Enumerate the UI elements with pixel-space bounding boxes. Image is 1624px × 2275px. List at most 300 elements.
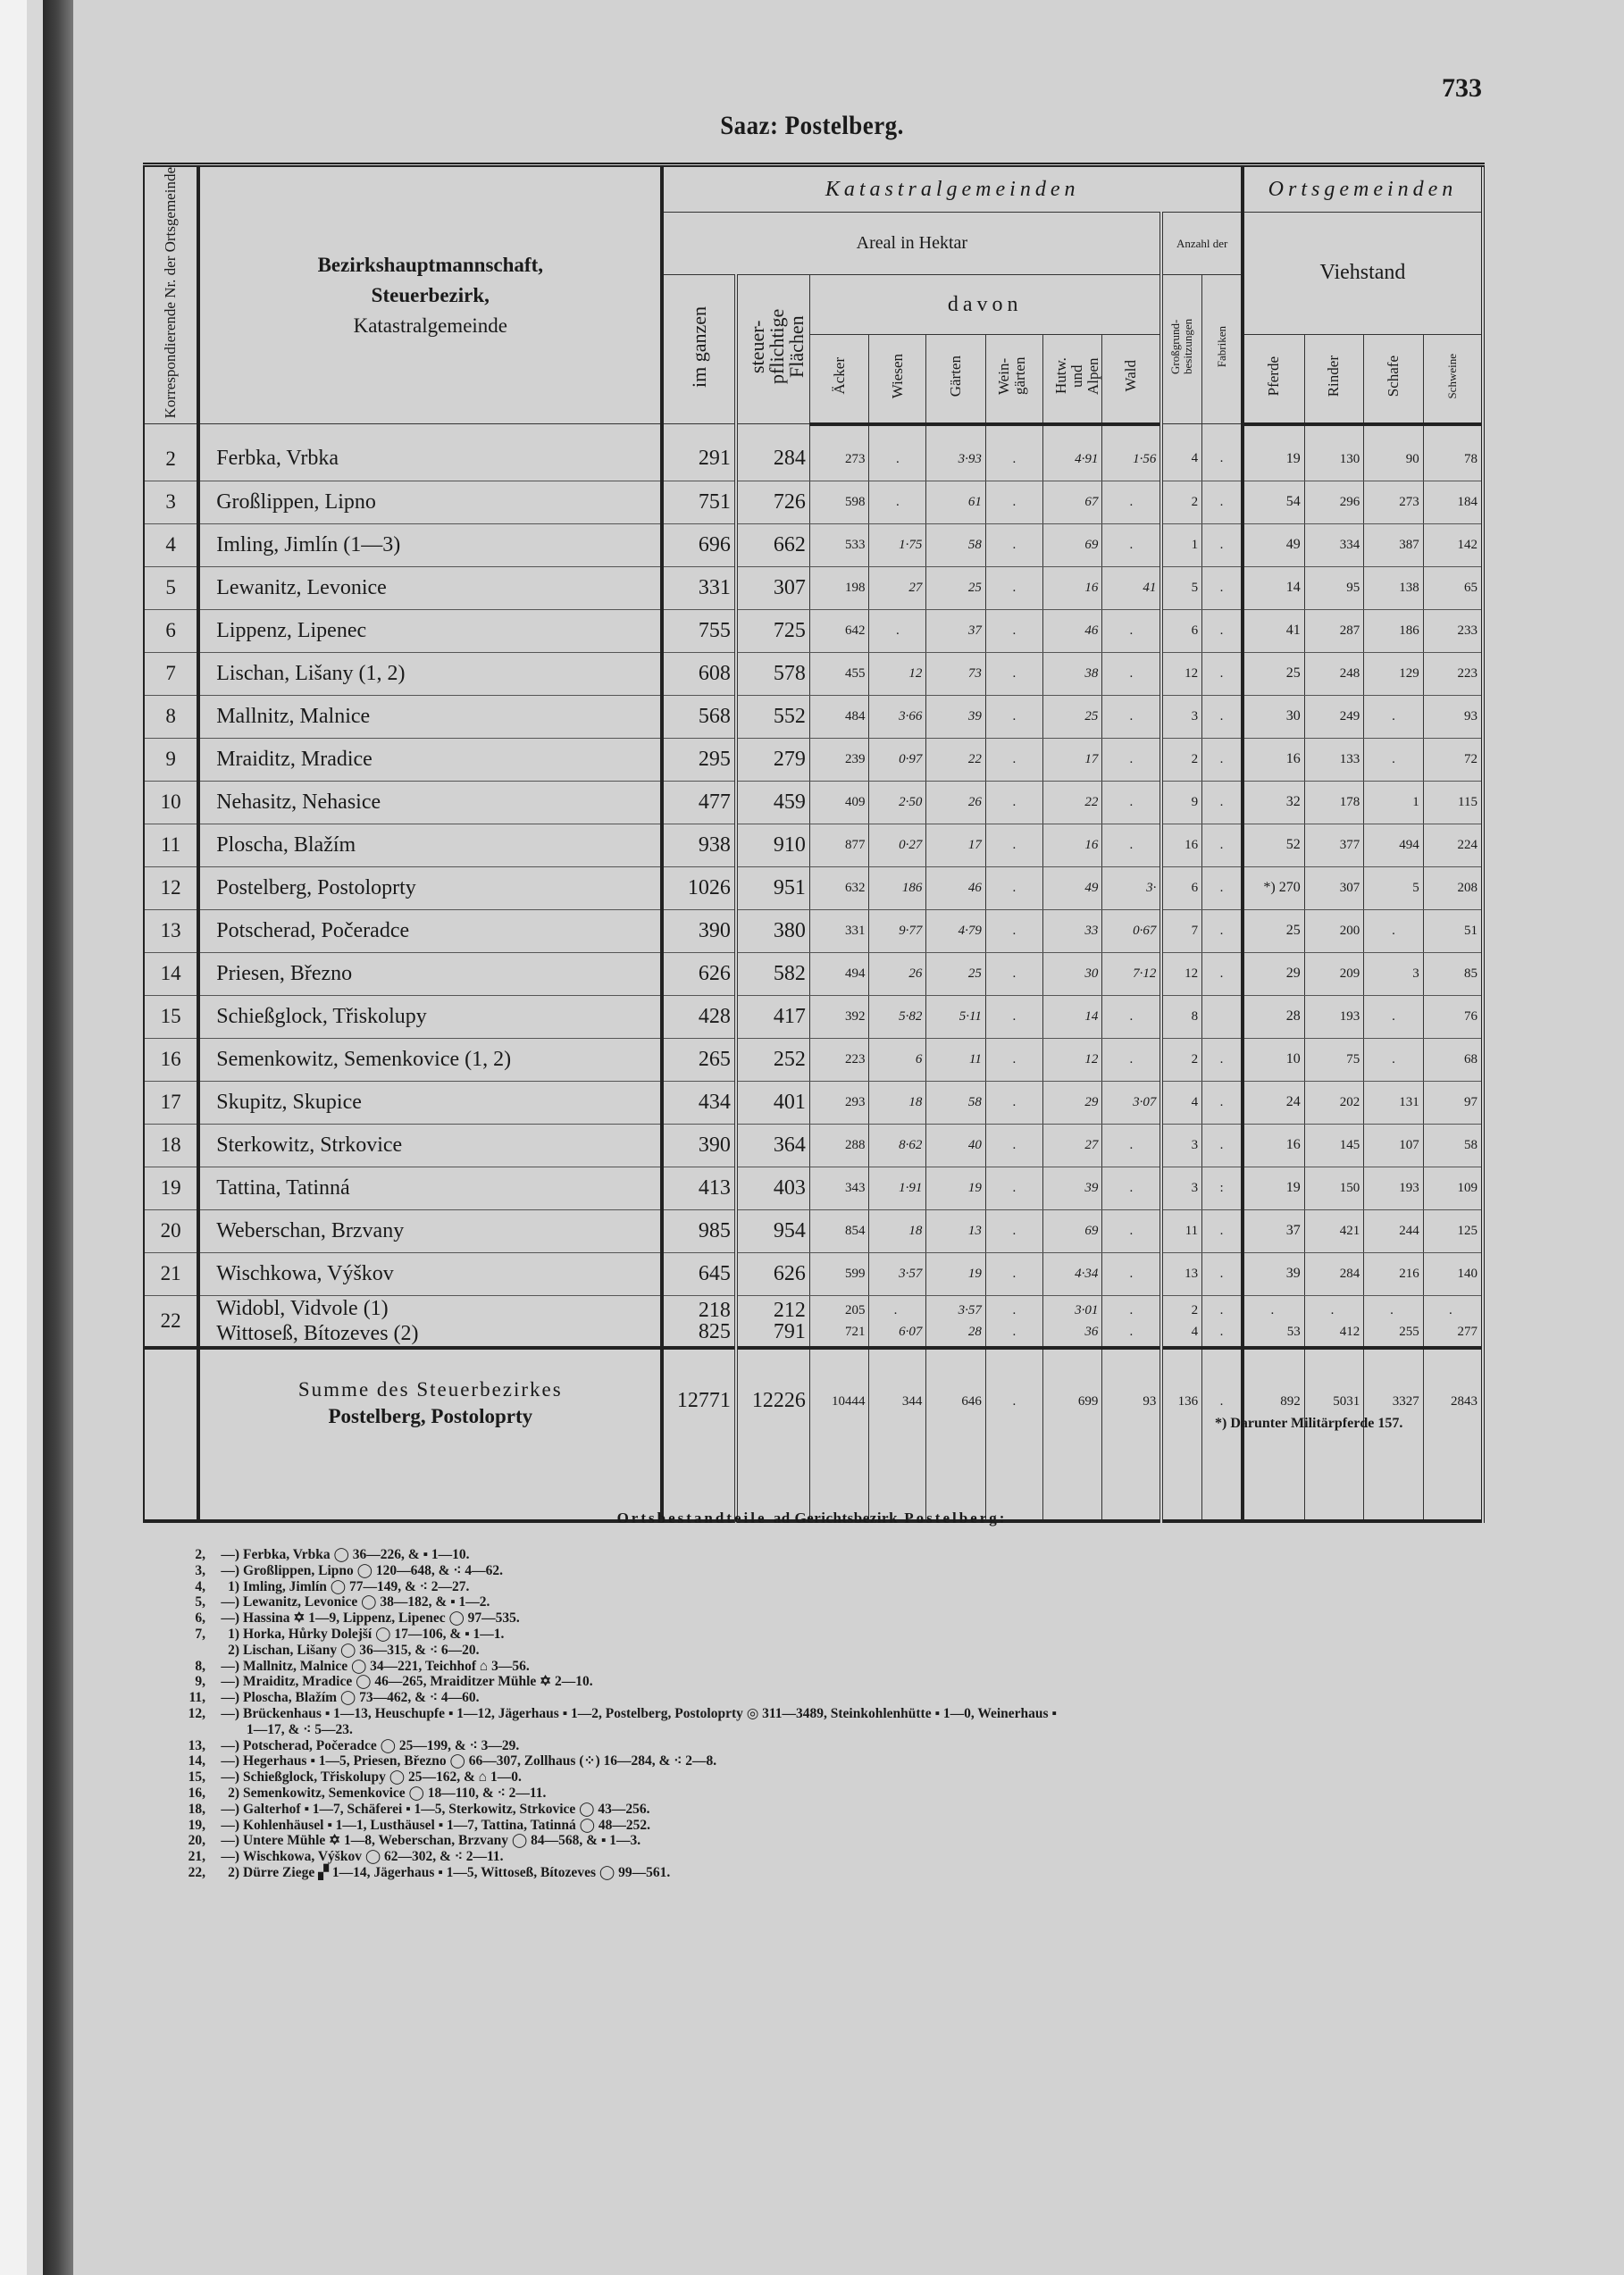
cell-gaerten: 58 (926, 1081, 986, 1124)
cell-rinder: 377 (1304, 824, 1364, 866)
row-nr: 17 (144, 1081, 198, 1124)
sum-label: Summe des Steuerbezirkes Postelberg, Postoloprty (198, 1348, 662, 1521)
cell-weingaerten: . (985, 952, 1042, 995)
legend-text: Semenkowitz, Semenkovice ◯ 18—110, & ⁖ 2—11. (243, 1785, 547, 1801)
cell-wald: 7·12 (1102, 952, 1162, 995)
cell-gaerten: 61 (926, 481, 986, 523)
cell-aecker: 494 (809, 952, 869, 995)
table-row (144, 781, 1483, 824)
cell-wiesen: 12 (869, 652, 926, 695)
cell-hutweiden: 29 (1042, 1081, 1102, 1124)
cell-schweine: 65 (1423, 566, 1483, 609)
cell-schafe: . (1364, 909, 1424, 952)
cell-im-ganzen: 696 (662, 523, 736, 566)
legend-court-ref: —) (221, 1562, 239, 1578)
cell-grossgrund: 12 (1161, 952, 1201, 995)
legend-text: Lewanitz, Levonice ◯ 38—182, & ▪ 1—2. (243, 1594, 490, 1610)
cell-schafe: 273 (1364, 481, 1424, 523)
sum-gaerten: 646 (926, 1348, 986, 1521)
cell-fabriken: . (1202, 695, 1243, 738)
legend-number: 22, (188, 1864, 205, 1880)
cell-hutweiden: 27 (1042, 1124, 1102, 1167)
legend-court-ref: —) (221, 1801, 239, 1817)
cell-pferde: 30 (1243, 695, 1304, 738)
cell-gaerten: 19 (926, 1167, 986, 1209)
cell-schweine: 76 (1423, 995, 1483, 1038)
cell-wiesen: 3·66 (869, 695, 926, 738)
cell-steuerpflichtig: 954 (736, 1209, 810, 1252)
cell-im-ganzen: 985 (662, 1209, 736, 1252)
header-davon: davon (809, 275, 1161, 334)
row-nr: 5 (144, 566, 198, 609)
header-viehstand: Viehstand (1243, 213, 1483, 335)
book-binding-edge (0, 0, 73, 2275)
header-pferde: Pferde (1243, 334, 1304, 424)
legend-line (175, 1674, 1497, 1690)
cell-wiesen: 9·77 (869, 909, 926, 952)
row-name: Mraiditz, Mradice (198, 738, 662, 781)
table-row (144, 1252, 1483, 1295)
sum-nr-empty (144, 1348, 198, 1521)
cell-wald: . . (1102, 1295, 1162, 1348)
cell-wiesen: 8·62 (869, 1124, 926, 1167)
cell-grossgrund: 6 (1161, 609, 1201, 652)
row-nr: 20 (144, 1209, 198, 1252)
cell-pferde: 28 (1243, 995, 1304, 1038)
legend-text: Kohlenhäusel ▪ 1—1, Lusthäusel ▪ 1—7, Tattina, Tatinná ◯ 48—252. (243, 1817, 650, 1833)
row-name: Schießglock, Třiskolupy (198, 995, 662, 1038)
cell-grossgrund: 8 (1161, 995, 1201, 1038)
cell-wiesen: 18 (869, 1081, 926, 1124)
cell-im-ganzen: 218 825 (662, 1295, 736, 1348)
cell-fabriken (1202, 995, 1243, 1038)
row-nr: 18 (144, 1124, 198, 1167)
legend-line (175, 1579, 1497, 1595)
cell-aecker: 343 (809, 1167, 869, 1209)
legend-text: Dürre Ziege ▞ 1—14, Jägerhaus ▪ 1—5, Wittoseß, Bítozeves ◯ 99—561. (243, 1864, 671, 1880)
cell-schweine: 72 (1423, 738, 1483, 781)
cell-steuerpflichtig: 459 (736, 781, 810, 824)
cell-aecker: 533 (809, 523, 869, 566)
cell-grossgrund: 2 (1161, 481, 1201, 523)
table-row (144, 481, 1483, 523)
page-number: 733 (1442, 73, 1482, 103)
legend-line (175, 1563, 1497, 1579)
cell-schweine: 97 (1423, 1081, 1483, 1124)
cell-schafe: 5 (1364, 866, 1424, 909)
cell-im-ganzen: 751 (662, 481, 736, 523)
legend-text: Imling, Jimlín ◯ 77—149, & ⁖ 2—27. (243, 1578, 470, 1594)
cell-steuerpflichtig: 726 (736, 481, 810, 523)
legend-court-ref: —) (221, 1817, 239, 1833)
sum-rinder: 5031 (1304, 1348, 1364, 1521)
cell-schafe: . (1364, 1038, 1424, 1081)
row-nr: 15 (144, 995, 198, 1038)
cell-weingaerten: . (985, 609, 1042, 652)
legend-court-ref: —) (221, 1594, 239, 1610)
header-fabriken: Fabriken (1202, 275, 1243, 424)
cell-wiesen: 186 (869, 866, 926, 909)
table-row (144, 824, 1483, 866)
cell-weingaerten: . (985, 1209, 1042, 1252)
cell-rinder: 249 (1304, 695, 1364, 738)
row-nr: 7 (144, 652, 198, 695)
legend-line (175, 1753, 1497, 1769)
cell-im-ganzen: 428 (662, 995, 736, 1038)
header-wiesen: Wiesen (869, 334, 926, 424)
cell-grossgrund: 2 (1161, 1038, 1201, 1081)
cell-wald: . (1102, 1124, 1162, 1167)
legend-number: 8, (195, 1658, 205, 1674)
cell-grossgrund: 2 4 (1161, 1295, 1201, 1348)
cell-aecker: 854 (809, 1209, 869, 1252)
cell-weingaerten: . (985, 866, 1042, 909)
legend-court-ref: —) (221, 1769, 239, 1786)
cell-pferde: 24 (1243, 1081, 1304, 1124)
legend-court-ref: —) (221, 1547, 239, 1562)
cell-im-ganzen: 938 (662, 824, 736, 866)
header-areal: Areal in Hektar (662, 213, 1161, 275)
statistics-table (143, 163, 1485, 1523)
cell-hutweiden: 12 (1042, 1038, 1102, 1081)
cell-gaerten: 25 (926, 952, 986, 995)
legend-line (175, 1818, 1497, 1834)
row-nr: 12 (144, 866, 198, 909)
cell-fabriken: . (1202, 424, 1243, 481)
cell-aecker: 205 721 (809, 1295, 869, 1348)
cell-schafe: . (1364, 995, 1424, 1038)
row-name: Mallnitz, Malnice (198, 695, 662, 738)
cell-fabriken: . (1202, 781, 1243, 824)
cell-steuerpflichtig: 279 (736, 738, 810, 781)
cell-weingaerten: . (985, 824, 1042, 866)
table-row (144, 523, 1483, 566)
legend-line (175, 1833, 1497, 1849)
cell-rinder: 307 (1304, 866, 1364, 909)
row-nr: 3 (144, 481, 198, 523)
cell-weingaerten: . (985, 523, 1042, 566)
sum-hutweiden: 699 (1042, 1348, 1102, 1521)
legend-number: 9, (195, 1674, 205, 1690)
row-name: Semenkowitz, Semenkovice (1, 2) (198, 1038, 662, 1081)
table-row (144, 1081, 1483, 1124)
table-row (144, 738, 1483, 781)
cell-schafe: 186 (1364, 609, 1424, 652)
legend-number: 2, (195, 1547, 205, 1562)
cell-hutweiden: 30 (1042, 952, 1102, 995)
cell-steuerpflichtig: 380 (736, 909, 810, 952)
cell-rinder: 193 (1304, 995, 1364, 1038)
legend-court-ref: 2) (228, 1785, 239, 1801)
row-nr: 10 (144, 781, 198, 824)
table-row-22 (144, 1295, 1483, 1348)
row-name: Lippenz, Lipenec (198, 609, 662, 652)
row-name: Großlippen, Lipno (198, 481, 662, 523)
cell-wiesen: 27 (869, 566, 926, 609)
cell-rinder: 178 (1304, 781, 1364, 824)
cell-grossgrund: 7 (1161, 909, 1201, 952)
cell-gaerten: 19 (926, 1252, 986, 1295)
cell-im-ganzen: 291 (662, 424, 736, 481)
legend-court-ref: —) (221, 1674, 239, 1690)
cell-schweine: 51 (1423, 909, 1483, 952)
cell-schweine: 58 (1423, 1124, 1483, 1167)
cell-rinder: . 412 (1304, 1295, 1364, 1348)
cell-fabriken: . (1202, 523, 1243, 566)
cell-im-ganzen: 755 (662, 609, 736, 652)
cell-gaerten: 73 (926, 652, 986, 695)
cell-aecker: 598 (809, 481, 869, 523)
cell-wald: 3·07 (1102, 1081, 1162, 1124)
row-nr: 9 (144, 738, 198, 781)
sum-steuerpflichtig: 12226 (736, 1348, 810, 1521)
cell-fabriken: . (1202, 1209, 1243, 1252)
row-nr: 13 (144, 909, 198, 952)
cell-rinder: 95 (1304, 566, 1364, 609)
cell-fabriken: . (1202, 609, 1243, 652)
legend-title: Ortsbestandteile ad Gerichtsbezirk Postelberg: (616, 1510, 1008, 1526)
cell-fabriken: . (1202, 652, 1243, 695)
cell-wiesen: . (869, 424, 926, 481)
cell-wiesen: 18 (869, 1209, 926, 1252)
cell-grossgrund: 5 (1161, 566, 1201, 609)
footnote: *) Darunter Militärpferde 157. (1215, 1416, 1403, 1431)
cell-gaerten: 58 (926, 523, 986, 566)
cell-rinder: 284 (1304, 1252, 1364, 1295)
row-name: Lischan, Lišany (1, 2) (198, 652, 662, 695)
cell-hutweiden: 49 (1042, 866, 1102, 909)
cell-gaerten: 26 (926, 781, 986, 824)
cell-rinder: 334 (1304, 523, 1364, 566)
cell-wald: 3· (1102, 866, 1162, 909)
cell-gaerten: 22 (926, 738, 986, 781)
legend-number: 13, (188, 1737, 205, 1753)
cell-aecker: 198 (809, 566, 869, 609)
cell-weingaerten: . (985, 1081, 1042, 1124)
cell-wiesen: 0·97 (869, 738, 926, 781)
table-row-sum (144, 1348, 1483, 1521)
legend-text: Hassina ✡ 1—9, Lippenz, Lipenec ◯ 97—535. (243, 1610, 520, 1627)
cell-steuerpflichtig: 582 (736, 952, 810, 995)
cell-wiesen: 3·57 (869, 1252, 926, 1295)
legend-text: Mraiditz, Mradice ◯ 46—265, Mraiditzer Mühle ✡ 2—10. (243, 1674, 593, 1690)
cell-schweine: 233 (1423, 609, 1483, 652)
legend-court-ref: 2) (228, 1864, 239, 1880)
row-nr: 22 (144, 1295, 198, 1348)
cell-grossgrund: 11 (1161, 1209, 1201, 1252)
cell-im-ganzen: 265 (662, 1038, 736, 1081)
sum-pferde: 892 (1243, 1348, 1304, 1521)
cell-wiesen: . (869, 609, 926, 652)
cell-hutweiden: 67 (1042, 481, 1102, 523)
cell-wiesen: 1·75 (869, 523, 926, 566)
cell-steuerpflichtig: 910 (736, 824, 810, 866)
cell-pferde: 52 (1243, 824, 1304, 866)
cell-gaerten: 3·93 (926, 424, 986, 481)
table-row (144, 609, 1483, 652)
header-aecker: Äcker (809, 334, 869, 424)
cell-schweine: 223 (1423, 652, 1483, 695)
cell-schweine: 78 (1423, 424, 1483, 481)
legend-court-ref: —) (221, 1833, 239, 1849)
cell-wiesen: 2·50 (869, 781, 926, 824)
cell-schafe: 107 (1364, 1124, 1424, 1167)
table-row (144, 1038, 1483, 1081)
cell-aecker: 223 (809, 1038, 869, 1081)
cell-rinder: 75 (1304, 1038, 1364, 1081)
cell-steuerpflichtig: 364 (736, 1124, 810, 1167)
cell-wald: . (1102, 652, 1162, 695)
row-name: Weberschan, Brzvany (198, 1209, 662, 1252)
legend-line (175, 1769, 1497, 1786)
cell-steuerpflichtig: 284 (736, 424, 810, 481)
row-name: Imling, Jimlín (1—3) (198, 523, 662, 566)
cell-wald: 1·56 (1102, 424, 1162, 481)
legend-line (175, 1849, 1497, 1865)
table-row (144, 566, 1483, 609)
cell-grossgrund: 3 (1161, 1167, 1201, 1209)
header-grossgrund: Großgrund-besitzungen (1161, 275, 1201, 424)
cell-hutweiden: 38 (1042, 652, 1102, 695)
cell-schafe: 3 (1364, 952, 1424, 995)
legend-line (175, 1690, 1497, 1706)
legend-number: 15, (188, 1769, 205, 1786)
row-nr: 16 (144, 1038, 198, 1081)
cell-gaerten: 37 (926, 609, 986, 652)
cell-pferde: 32 (1243, 781, 1304, 824)
row-name: Potscherad, Počeradce (198, 909, 662, 952)
cell-hutweiden: 69 (1042, 1209, 1102, 1252)
cell-hutweiden: 46 (1042, 609, 1102, 652)
row-name: Priesen, Březno (198, 952, 662, 995)
cell-aecker: 599 (809, 1252, 869, 1295)
cell-steuerpflichtig: 403 (736, 1167, 810, 1209)
cell-grossgrund: 16 (1161, 824, 1201, 866)
cell-wald: 41 (1102, 566, 1162, 609)
row-nr: 19 (144, 1167, 198, 1209)
cell-wald: . (1102, 1038, 1162, 1081)
cell-wald: . (1102, 995, 1162, 1038)
cell-grossgrund: 6 (1161, 866, 1201, 909)
cell-pferde: . 53 (1243, 1295, 1304, 1348)
legend-court-ref: —) (221, 1705, 239, 1721)
cell-hutweiden: 14 (1042, 995, 1102, 1038)
cell-schafe: 1 (1364, 781, 1424, 824)
cell-schweine: 142 (1423, 523, 1483, 566)
cell-fabriken: . (1202, 1038, 1243, 1081)
table-row (144, 909, 1483, 952)
row-name: Widobl, Vidvole (1) Wittoseß, Bítozeves (2) (198, 1295, 662, 1348)
sum-schweine: 2843 (1423, 1348, 1483, 1521)
legend-court-ref: —) (221, 1737, 239, 1753)
sum-im-ganzen: 12771 (662, 1348, 736, 1521)
cell-pferde: 25 (1243, 909, 1304, 952)
sum-wiesen: 344 (869, 1348, 926, 1521)
legend-line (175, 1865, 1497, 1881)
cell-schweine: 109 (1423, 1167, 1483, 1209)
cell-schweine: 85 (1423, 952, 1483, 995)
row-nr: 6 (144, 609, 198, 652)
cell-wiesen: 1·91 (869, 1167, 926, 1209)
cell-hutweiden: 17 (1042, 738, 1102, 781)
cell-im-ganzen: 568 (662, 695, 736, 738)
legend-number: 14, (188, 1753, 205, 1769)
cell-rinder: 133 (1304, 738, 1364, 781)
cell-schweine: 224 (1423, 824, 1483, 866)
row-nr: 4 (144, 523, 198, 566)
legend-line (175, 1610, 1497, 1627)
cell-hutweiden: 3·01 36 (1042, 1295, 1102, 1348)
cell-weingaerten: . (985, 481, 1042, 523)
legend-line (175, 1722, 1497, 1738)
cell-schafe: . 255 (1364, 1295, 1424, 1348)
legend-line (175, 1738, 1497, 1754)
cell-wald: . (1102, 481, 1162, 523)
legend-court-ref: 1) (228, 1578, 239, 1594)
legend-text: Ferbka, Vrbka ◯ 36—226, & ▪ 1—10. (243, 1547, 470, 1562)
cell-wald: . (1102, 695, 1162, 738)
cell-weingaerten: . (985, 909, 1042, 952)
cell-schafe: 129 (1364, 652, 1424, 695)
cell-schafe: 244 (1364, 1209, 1424, 1252)
header-im-ganzen: im ganzen (662, 275, 736, 424)
cell-schafe: 90 (1364, 424, 1424, 481)
sum-aecker: 10444 (809, 1348, 869, 1521)
cell-wiesen: . (869, 481, 926, 523)
cell-aecker: 484 (809, 695, 869, 738)
cell-rinder: 421 (1304, 1209, 1364, 1252)
legend-number: 16, (188, 1785, 205, 1801)
cell-aecker: 632 (809, 866, 869, 909)
row-name: Ferbka, Vrbka (198, 424, 662, 481)
cell-aecker: 455 (809, 652, 869, 695)
legend-line (175, 1706, 1497, 1722)
cell-wiesen: . 6·07 (869, 1295, 926, 1348)
cell-rinder: 200 (1304, 909, 1364, 952)
cell-grossgrund: 3 (1161, 1124, 1201, 1167)
header-schafe: Schafe (1364, 334, 1424, 424)
cell-steuerpflichtig: 725 (736, 609, 810, 652)
row-nr: 14 (144, 952, 198, 995)
legend-number: 19, (188, 1817, 205, 1833)
cell-pferde: 19 (1243, 424, 1304, 481)
legend-court-ref: —) (221, 1610, 239, 1627)
cell-weingaerten: . (985, 424, 1042, 481)
legend-text: 1—17, & ⁖ 5—23. (247, 1721, 353, 1737)
row-nr: 8 (144, 695, 198, 738)
cell-gaerten: 17 (926, 824, 986, 866)
legend-text: Untere Mühle ✡ 1—8, Weberschan, Brzvany ◯ 84—568, & ▪ 1—3. (243, 1833, 641, 1849)
cell-rinder: 150 (1304, 1167, 1364, 1209)
cell-pferde: 41 (1243, 609, 1304, 652)
header-ortsgemeinden: Ortsgemeinden (1243, 165, 1483, 213)
cell-schafe: . (1364, 738, 1424, 781)
cell-hutweiden: 33 (1042, 909, 1102, 952)
page-title: Saaz: Postelberg. (720, 111, 904, 140)
row-name: Skupitz, Skupice (198, 1081, 662, 1124)
legend-text: Brückenhaus ▪ 1—13, Heuschupfe ▪ 1—12, Jägerhaus ▪ 1—2, Postelberg, Postoloprty ◎ 311—3489, Steinkohlenhütte ▪ 1—0, Weinerhaus ▪ (243, 1705, 1057, 1721)
cell-gaerten: 25 (926, 566, 986, 609)
legend-court-ref: 1) (228, 1626, 239, 1642)
row-name: Sterkowitz, Strkovice (198, 1124, 662, 1167)
sum-weingaerten: . (985, 1348, 1042, 1521)
cell-steuerpflichtig: 552 (736, 695, 810, 738)
cell-schafe: 193 (1364, 1167, 1424, 1209)
cell-pferde: 29 (1243, 952, 1304, 995)
legend-text: Hegerhaus ▪ 1—5, Priesen, Březno ◯ 66—307, Zollhaus (⁘) 16—284, & ⁖ 2—8. (243, 1753, 717, 1769)
cell-wald: . (1102, 609, 1162, 652)
sum-grossgrund: 136 (1161, 1348, 1201, 1521)
